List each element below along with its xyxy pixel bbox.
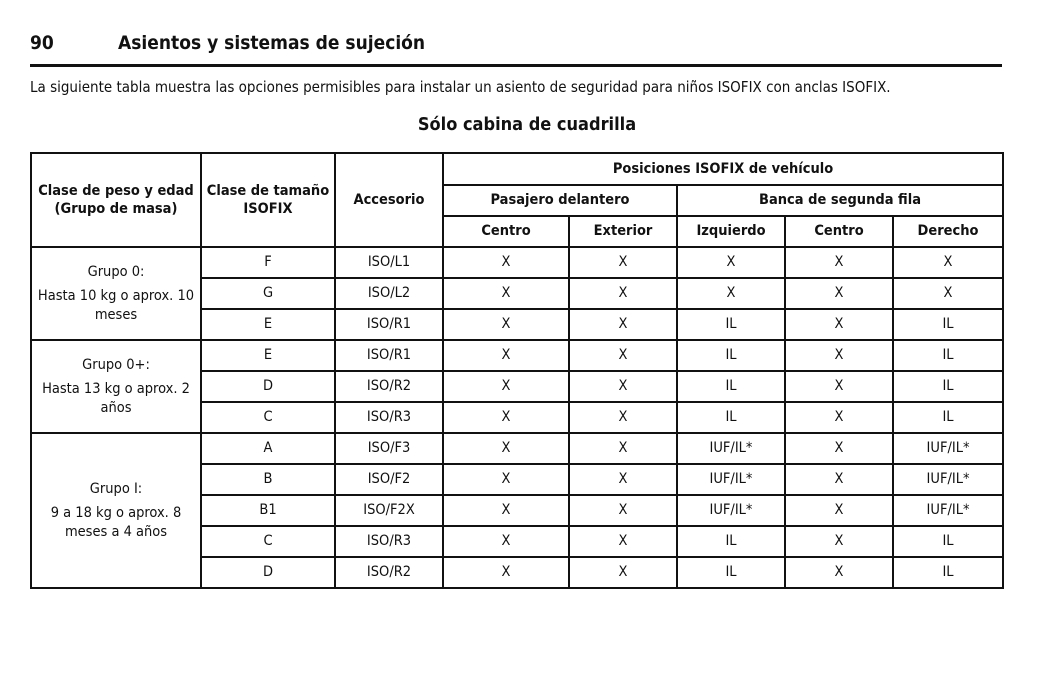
front-center-cell: X	[443, 557, 569, 588]
size-class-cell: D	[201, 371, 335, 402]
header-front-passenger: Pasajero delantero	[443, 185, 677, 216]
page-number: 90	[30, 32, 54, 54]
front-center-cell: X	[443, 309, 569, 340]
front-outer-cell: X	[569, 526, 677, 557]
group-description: Hasta 10 kg o aprox. 10 meses	[37, 288, 195, 323]
front-center-cell: X	[443, 371, 569, 402]
size-class-cell: C	[201, 402, 335, 433]
header-rear-right: Derecho	[893, 216, 1003, 247]
rear-left-cell: IL	[677, 557, 785, 588]
rear-left-cell: IUF/IL*	[677, 464, 785, 495]
rear-left-cell: IUF/IL*	[677, 433, 785, 464]
group-cell	[31, 433, 201, 588]
rear-right-cell: IL	[893, 309, 1003, 340]
size-class-cell: F	[201, 247, 335, 278]
front-center-cell: X	[443, 278, 569, 309]
table-row	[31, 247, 1003, 278]
front-outer-cell: X	[569, 402, 677, 433]
accessory-cell: ISO/L2	[335, 278, 443, 309]
rear-left-cell: IL	[677, 402, 785, 433]
front-outer-cell: X	[569, 247, 677, 278]
group-label: Grupo 0:	[87, 264, 145, 281]
accessory-cell: ISO/R1	[335, 309, 443, 340]
group-cell	[31, 247, 201, 340]
front-center-cell: X	[443, 402, 569, 433]
front-center-cell: X	[443, 433, 569, 464]
accessory-cell: ISO/F2X	[335, 495, 443, 526]
accessory-cell: ISO/R2	[335, 371, 443, 402]
size-class-cell: C	[201, 526, 335, 557]
front-outer-cell: X	[569, 309, 677, 340]
size-class-cell: D	[201, 557, 335, 588]
accessory-cell: ISO/R3	[335, 402, 443, 433]
size-class-cell: B	[201, 464, 335, 495]
size-class-cell: G	[201, 278, 335, 309]
header-second-row: Banca de segunda fila	[677, 185, 1003, 216]
rear-right-cell: IL	[893, 340, 1003, 371]
rear-center-cell: X	[785, 309, 893, 340]
front-center-cell: X	[443, 464, 569, 495]
rear-center-cell: X	[785, 526, 893, 557]
rear-right-cell: IL	[893, 371, 1003, 402]
rear-right-cell: IL	[893, 526, 1003, 557]
page-header	[30, 30, 1002, 67]
accessory-cell: ISO/F3	[335, 433, 443, 464]
front-outer-cell: X	[569, 464, 677, 495]
size-class-cell: B1	[201, 495, 335, 526]
front-center-cell: X	[443, 247, 569, 278]
rear-center-cell: X	[785, 371, 893, 402]
accessory-cell: ISO/R1	[335, 340, 443, 371]
size-class-cell: E	[201, 309, 335, 340]
group-description: 9 a 18 kg o aprox. 8 meses a 4 años	[50, 505, 182, 540]
rear-center-cell: X	[785, 433, 893, 464]
rear-center-cell: X	[785, 402, 893, 433]
header-rear-left: Izquierdo	[677, 216, 785, 247]
header-front-center: Centro	[443, 216, 569, 247]
rear-right-cell: IL	[893, 402, 1003, 433]
rear-right-cell: IL	[893, 557, 1003, 588]
front-center-cell: X	[443, 526, 569, 557]
rear-right-cell: X	[893, 247, 1003, 278]
front-outer-cell: X	[569, 278, 677, 309]
header-size-class: Clase de tamaño ISOFIX	[201, 153, 335, 247]
front-outer-cell: X	[569, 371, 677, 402]
rear-left-cell: IL	[677, 340, 785, 371]
table-row	[31, 340, 1003, 371]
rear-center-cell: X	[785, 340, 893, 371]
front-center-cell: X	[443, 340, 569, 371]
accessory-cell: ISO/R2	[335, 557, 443, 588]
front-outer-cell: X	[569, 340, 677, 371]
front-outer-cell: X	[569, 495, 677, 526]
group-description: Hasta 13 kg o aprox. 2 años	[42, 381, 190, 416]
table-row	[31, 433, 1003, 464]
rear-right-cell: IUF/IL*	[893, 464, 1003, 495]
size-class-cell: A	[201, 433, 335, 464]
rear-left-cell: IL	[677, 526, 785, 557]
rear-right-cell: IUF/IL*	[893, 433, 1003, 464]
rear-left-cell: IUF/IL*	[677, 495, 785, 526]
front-center-cell: X	[443, 495, 569, 526]
intro-text: La siguiente tabla muestra las opciones permisibles para instalar un asiento de seguridad para niños ISOFIX con anclas ISOFIX.	[30, 78, 891, 96]
header-weight-class: Clase de peso y edad (Grupo de masa)	[31, 153, 201, 247]
rear-left-cell: IL	[677, 309, 785, 340]
rear-left-cell: IL	[677, 371, 785, 402]
rear-right-cell: IUF/IL*	[893, 495, 1003, 526]
accessory-cell: ISO/F2	[335, 464, 443, 495]
group-label: Grupo 0+:	[82, 357, 150, 374]
chapter-title: Asientos y sistemas de sujeción	[118, 32, 426, 54]
rear-center-cell: X	[785, 278, 893, 309]
front-outer-cell: X	[569, 557, 677, 588]
header-rear-center: Centro	[785, 216, 893, 247]
rear-center-cell: X	[785, 495, 893, 526]
front-outer-cell: X	[569, 433, 677, 464]
header-front-outer: Exterior	[569, 216, 677, 247]
header-accessory: Accesorio	[335, 153, 443, 247]
group-label: Grupo I:	[89, 481, 143, 498]
group-cell	[31, 340, 201, 433]
rear-center-cell: X	[785, 247, 893, 278]
rear-right-cell: X	[893, 278, 1003, 309]
accessory-cell: ISO/L1	[335, 247, 443, 278]
rear-center-cell: X	[785, 557, 893, 588]
table-caption: Sólo cabina de cuadrilla	[417, 114, 637, 135]
header-positions: Posiciones ISOFIX de vehículo	[443, 153, 1003, 185]
isofix-table	[30, 152, 1004, 589]
rear-left-cell: X	[677, 247, 785, 278]
rear-center-cell: X	[785, 464, 893, 495]
size-class-cell: E	[201, 340, 335, 371]
rear-left-cell: X	[677, 278, 785, 309]
accessory-cell: ISO/R3	[335, 526, 443, 557]
